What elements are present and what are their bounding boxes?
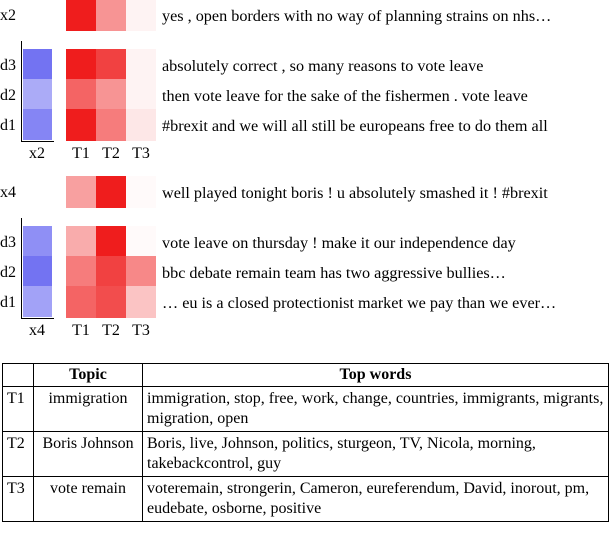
topic-name: Boris Johnson xyxy=(34,432,143,477)
row-label: d2 xyxy=(0,87,16,104)
column-label: T2 xyxy=(102,145,120,162)
heatmap-cell-topic xyxy=(66,49,96,81)
heatmap-cell-topic xyxy=(96,256,126,288)
row-label: d1 xyxy=(0,294,16,311)
table-row xyxy=(3,477,609,522)
tweet-text: absolutely correct , so many reasons to vote leave xyxy=(162,57,484,75)
row-label: d3 xyxy=(0,57,16,74)
heatmap-cell-topic xyxy=(96,226,126,258)
tweet-text: yes , open borders with no way of planning strains on nhs… xyxy=(162,7,552,25)
column-label: T2 xyxy=(102,322,120,339)
row-label: d2 xyxy=(0,264,16,281)
topic-table xyxy=(2,363,609,522)
heatmap-cell-topic xyxy=(66,286,96,318)
heatmap-cell-x xyxy=(23,286,52,317)
heatmap-cell-topic xyxy=(96,176,126,208)
column-label: T1 xyxy=(72,145,90,162)
table-header-id xyxy=(3,364,34,387)
tweet-text: … eu is a closed protectionist market we pay than we ever… xyxy=(162,294,557,312)
tweet-text: #brexit and we will all still be europeans free to do them all xyxy=(162,117,548,135)
tweet-text: bbc debate remain team has two aggressive bullies… xyxy=(162,264,506,282)
heatmap-cell-topic xyxy=(126,176,156,208)
row-label: x2 xyxy=(0,7,16,24)
topic-words: Boris, live, Johnson, politics, sturgeon, TV, Nicola, morning, takebackcontrol, guy xyxy=(143,432,609,477)
row-label: d3 xyxy=(0,234,16,251)
heatmap-cell-topic xyxy=(126,49,156,81)
topic-words: voteremain, strongerin, Cameron, eureferendum, David, inorout, pm, eudebate, osborne, positive xyxy=(143,477,609,522)
axis-line xyxy=(21,218,22,319)
table-header-top-words: Top words xyxy=(143,364,609,387)
table-header-topic: Topic xyxy=(34,364,143,387)
heatmap-cell-topic xyxy=(126,286,156,318)
heatmap-cell-topic xyxy=(126,79,156,111)
heatmap-cell-topic xyxy=(66,79,96,111)
heatmap-cell-topic xyxy=(66,226,96,258)
heatmap-cell-x xyxy=(23,109,52,140)
column-label: T3 xyxy=(132,322,150,339)
heatmap-cell-topic xyxy=(96,109,126,141)
heatmap-cell-topic xyxy=(96,0,126,31)
row-label: d1 xyxy=(0,117,16,134)
tweet-text: then vote leave for the sake of the fishermen . vote leave xyxy=(162,87,528,105)
heatmap-cell-topic xyxy=(66,176,96,208)
table-header-row xyxy=(3,364,609,387)
column-label: T3 xyxy=(132,145,150,162)
heatmap-cell-topic xyxy=(126,109,156,141)
topic-id: T1 xyxy=(3,387,34,432)
table-row xyxy=(3,387,609,432)
row-label: x4 xyxy=(0,184,16,201)
heatmap-cell-topic xyxy=(126,226,156,258)
heatmap-cell-x xyxy=(23,49,52,80)
heatmap-cell-topic xyxy=(66,109,96,141)
heatmap-cell-topic xyxy=(96,79,126,111)
tweet-text: well played tonight boris ! u absolutely smashed it ! #brexit xyxy=(162,184,548,202)
heatmap-cell-topic xyxy=(126,256,156,288)
heatmap-cell-topic xyxy=(96,286,126,318)
column-label: T1 xyxy=(72,322,90,339)
heatmap-cell-x xyxy=(23,79,52,110)
heatmap-cell-x xyxy=(23,226,52,257)
table-row xyxy=(3,432,609,477)
topic-id: T2 xyxy=(3,432,34,477)
topic-name: vote remain xyxy=(34,477,143,522)
column-label: x4 xyxy=(29,322,45,339)
axis-line xyxy=(21,141,54,142)
heatmap-cell-topic xyxy=(66,256,96,288)
axis-line xyxy=(21,318,54,319)
axis-line xyxy=(21,41,22,142)
topic-name: immigration xyxy=(34,387,143,432)
topic-words: immigration, stop, free, work, change, countries, immigrants, migrants, migration, open xyxy=(143,387,609,432)
heatmap-cell-topic xyxy=(96,49,126,81)
topic-id: T3 xyxy=(3,477,34,522)
heatmap-cell-topic xyxy=(126,0,156,31)
heatmap-cell-topic xyxy=(66,0,96,31)
heatmap-cell-x xyxy=(23,256,52,287)
tweet-text: vote leave on thursday ! make it our independence day xyxy=(162,234,516,252)
column-label: x2 xyxy=(29,145,45,162)
